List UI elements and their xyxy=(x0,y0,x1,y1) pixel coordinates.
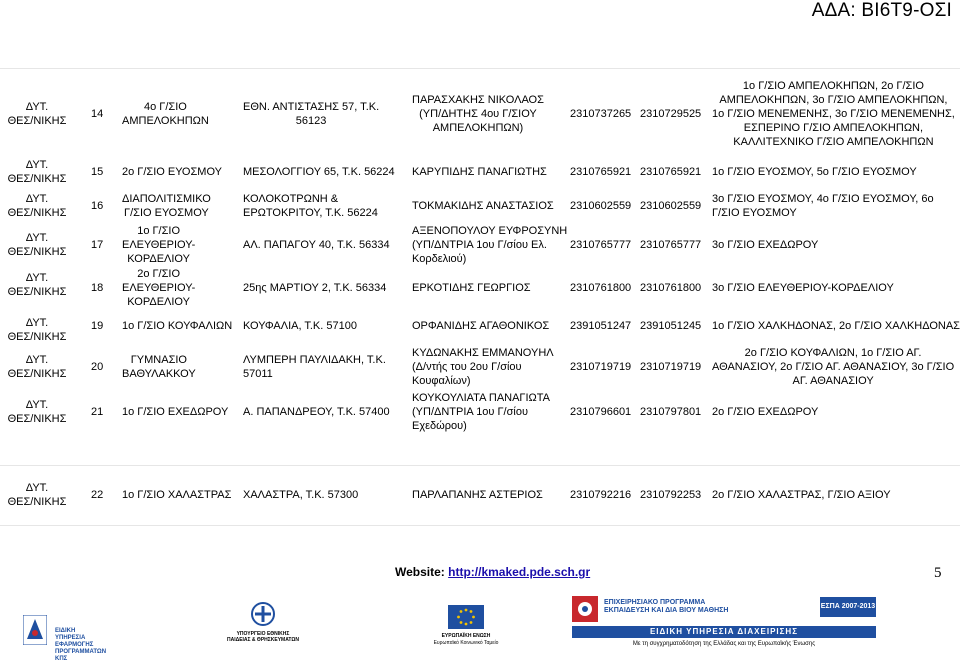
school-address xyxy=(243,100,379,128)
region-cell xyxy=(6,192,68,220)
served-schools-line: ΕΣΠΕΡΙΝΟ Γ/ΣΙΟ ΑΜΠΕΛΟΚΗΠΩΝ, xyxy=(743,122,924,134)
phone-number: 2310796601 xyxy=(570,406,632,418)
school-address-line: ΚΟΥΦΑΛΙΑ, Τ.Κ. 57100 xyxy=(243,320,357,332)
school-address xyxy=(243,405,390,419)
school-number: 14 xyxy=(91,108,104,120)
eu-name: ΕΥΡΩΠΑΪΚΗ ΕΝΩΣΗ xyxy=(441,633,491,639)
region-cell-line: ΘΕΣ/ΝΙΚΗΣ xyxy=(7,413,67,425)
fax-number: 2310765777 xyxy=(640,239,702,251)
school-address xyxy=(243,319,357,333)
director-name-line: (ΥΠ/ΔΝΤΡΙΑ 1ου Γ/σίου Ελ. xyxy=(412,239,547,251)
served-schools-line: ΑΘΑΝΑΣΙΟΥ, 2ο Γ/ΣΙΟ ΑΓ. ΑΘΑΝΑΣΙΟΥ, 3ο Γ/ΣΙΟ xyxy=(712,361,955,373)
served-schools-line: 2ο Γ/ΣΙΟ ΕΧΕΔΩΡΟΥ xyxy=(712,406,819,418)
school-name xyxy=(122,224,195,266)
served-schools xyxy=(712,192,934,220)
region-cell-line: ΔΥΤ. xyxy=(25,354,49,366)
footer-logos xyxy=(0,593,960,662)
region-cell xyxy=(6,353,68,381)
director-name-line: ΠΑΡΛΑΠΑΝΗΣ ΑΣΤΕΡΙΟΣ xyxy=(412,489,543,501)
phone-number: 2391051247 xyxy=(570,320,632,332)
school-name xyxy=(122,488,231,502)
table-border xyxy=(0,525,960,526)
director-name-line: ΤΟΚΜΑΚΙΔΗΣ ΑΝΑΣΤΑΣΙΟΣ xyxy=(412,200,554,212)
region-cell-line: ΔΥΤ. xyxy=(25,317,49,329)
school-number: 17 xyxy=(91,239,104,251)
served-schools xyxy=(712,488,891,502)
school-name-line: 2ο Γ/ΣΙΟ ΕΥΟΣΜΟΥ xyxy=(122,166,222,178)
director-name-line: ΚΟΥΚΟΥΛΙΑΤΑ ΠΑΝΑΓΙΩΤΑ xyxy=(412,392,551,404)
program-bottom-bar: ΕΙΔΙΚΗ ΥΠΗΡΕΣΙΑ ΔΙΑΧΕΙΡΙΣΗΣ xyxy=(572,626,876,638)
served-schools-line: 1ο Γ/ΣΙΟ ΧΑΛΚΗΔΟΝΑΣ, 2ο Γ/ΣΙΟ ΧΑΛΚΗΔΟΝΑΣ xyxy=(712,320,960,332)
school-name-line: ΔΙΑΠΟΛΙΤΙΣΜΙΚΟ xyxy=(122,193,211,205)
region-cell-line: ΘΕΣ/ΝΙΚΗΣ xyxy=(7,368,67,380)
phone-number: 2310761800 xyxy=(570,282,632,294)
region-cell-line: ΘΕΣ/ΝΙΚΗΣ xyxy=(7,246,67,258)
served-schools-line: ΑΜΠΕΛΟΚΗΠΩΝ, 3ο Γ/ΣΙΟ ΑΜΠΕΛΟΚΗΠΩΝ, xyxy=(719,94,948,106)
director-name-line: ΟΡΦΑΝΙΔΗΣ ΑΓΑΘΟΝΙΚΟΣ xyxy=(412,320,550,332)
fax-number: 2391051245 xyxy=(640,320,702,332)
school-name-line: 1ο Γ/ΣΙΟ xyxy=(137,225,181,237)
region-cell-line: ΘΕΣ/ΝΙΚΗΣ xyxy=(7,331,67,343)
school-name-line: 1ο Γ/ΣΙΟ ΧΑΛΑΣΤΡΑΣ xyxy=(122,489,232,501)
school-name-line: ΕΛΕΥΘΕΡΙΟΥ- xyxy=(122,239,196,251)
region-cell xyxy=(6,398,68,426)
phone-number: 2310602559 xyxy=(570,200,632,212)
region-cell-line: ΔΥΤ. xyxy=(25,272,49,284)
served-schools-line: 1ο Γ/ΣΙΟ ΕΥΟΣΜΟΥ, 5ο Γ/ΣΙΟ ΕΥΟΣΜΟΥ xyxy=(712,166,917,178)
school-address xyxy=(243,281,386,295)
served-schools-line: 3ο Γ/ΣΙΟ ΕΥΟΣΜΟΥ, 4ο Γ/ΣΙΟ ΕΥΟΣΜΟΥ, 6ο xyxy=(712,193,934,205)
school-number: 21 xyxy=(91,406,104,418)
director-name-line: ΠΑΡΑΣΧΑΚΗΣ ΝΙΚΟΛΑΟΣ xyxy=(412,94,544,106)
special-service-text: ΕΙΔΙΚΗ ΥΠΗΡΕΣΙΑ ΕΦΑΡΜΟΓΗΣ ΠΡΟΓΡΑΜΜΑΤΩΝ ΚΠΣ xyxy=(55,628,107,662)
served-schools xyxy=(712,405,818,419)
director-name-line: (ΥΠ/ΔΝΤΡΙΑ 1ου Γ/σίου xyxy=(412,406,528,418)
served-schools xyxy=(712,319,960,333)
school-address xyxy=(243,238,390,252)
school-address-line: ΕΘΝ. ΑΝΤΙΣΤΑΣΗΣ 57, Τ.Κ. xyxy=(243,101,380,113)
director-name-line: Κουφαλίων) xyxy=(412,375,471,387)
region-cell-line: ΘΕΣ/ΝΙΚΗΣ xyxy=(7,173,67,185)
footer-website xyxy=(395,565,590,579)
served-schools xyxy=(712,346,954,388)
region-cell-line: ΔΥΤ. xyxy=(25,482,49,494)
website-link[interactable]: http://kmaked.pde.sch.gr xyxy=(448,565,591,579)
school-address xyxy=(243,165,395,179)
school-name-line: ΓΥΜΝΑΣΙΟ xyxy=(130,354,187,366)
served-schools xyxy=(712,165,917,179)
phone-number: 2310765777 xyxy=(570,239,632,251)
school-address-line: 25ης ΜΑΡΤΙΟΥ 2, Τ.Κ. 56334 xyxy=(243,282,387,294)
program-text: ΕΠΙΧΕΙΡΗΣΙΑΚΟ ΠΡΟΓΡΑΜΜΑ ΕΚΠΑΙΔΕΥΣΗ ΚΑΙ ΔΙΑ ΒΙΟΥ ΜΑΘΗΣΗ xyxy=(604,599,729,614)
school-name-line: 1ο Γ/ΣΙΟ ΕΧΕΔΩΡΟΥ xyxy=(122,406,229,418)
region-cell-line: ΔΥΤ. xyxy=(25,232,49,244)
school-address-line: ΑΛ. ΠΑΠΑΓΟΥ 40, Τ.Κ. 56334 xyxy=(243,239,390,251)
espa-logo xyxy=(23,615,47,645)
region-cell-line: ΔΥΤ. xyxy=(25,101,49,113)
ada-code: ΑΔΑ: ΒΙ6Τ9-ΟΣΙ xyxy=(811,0,952,21)
director-name-line: ΑΞΕΝΟΠΟΥΛΟΥ ΕΥΦΡΟΣΥΝΗ xyxy=(412,225,568,237)
eu-flag xyxy=(448,605,484,629)
school-address xyxy=(243,488,358,502)
school-address-line: ΧΑΛΑΣΤΡΑ, Τ.Κ. 57300 xyxy=(243,489,359,501)
served-schools-line: 3ο Γ/ΣΙΟ ΕΛΕΥΘΕΡΙΟΥ-ΚΟΡΔΕΛΙΟΥ xyxy=(712,282,894,294)
school-name-line: 1ο Γ/ΣΙΟ ΚΟΥΦΑΛΙΩΝ xyxy=(122,320,233,332)
school-name-line: ΚΟΡΔΕΛΙΟΥ xyxy=(127,296,190,308)
region-cell-line: ΔΥΤ. xyxy=(25,193,49,205)
region-cell xyxy=(6,481,68,509)
school-name-line: ΚΟΡΔΕΛΙΟΥ xyxy=(127,253,190,265)
school-name-line: 2ο Γ/ΣΙΟ xyxy=(137,268,181,280)
region-cell-line: ΘΕΣ/ΝΙΚΗΣ xyxy=(7,286,67,298)
school-name xyxy=(122,319,232,333)
school-address xyxy=(243,353,386,381)
region-cell-line: ΔΥΤ. xyxy=(25,399,49,411)
phone-number: 2310765921 xyxy=(570,166,632,178)
table-border xyxy=(0,68,960,69)
served-schools xyxy=(712,281,894,295)
director-name-line: (ΥΠ/ΔΗΤΗΣ 4ου Γ/ΣΙΟΥ xyxy=(419,108,537,120)
school-number: 16 xyxy=(91,200,104,212)
served-schools xyxy=(712,79,955,149)
school-name xyxy=(122,267,195,309)
school-name-line: 4ο Γ/ΣΙΟ xyxy=(144,101,187,113)
director-name xyxy=(412,199,554,213)
school-address-line: 57011 xyxy=(243,368,273,380)
school-number: 20 xyxy=(91,361,104,373)
table-border xyxy=(0,465,960,466)
fax-number: 2310797801 xyxy=(640,406,702,418)
region-cell xyxy=(6,158,68,186)
school-name xyxy=(122,405,228,419)
director-name-line: ΚΑΡΥΠΙΔΗΣ ΠΑΝΑΓΙΩΤΗΣ xyxy=(412,166,547,178)
served-schools-line: 1ο Γ/ΣΙΟ ΜΕΝΕΜΕΝΗΣ, 3ο Γ/ΣΙΟ ΜΕΝΕΜΕΝΗΣ, xyxy=(712,108,955,120)
school-number: 15 xyxy=(91,166,104,178)
school-name xyxy=(122,353,196,381)
greek-emblem xyxy=(250,601,276,627)
director-name xyxy=(412,93,544,135)
director-name-line: ΕΡΚΟΤΙΔΗΣ ΓΕΩΡΓΙΟΣ xyxy=(412,282,531,294)
school-name xyxy=(122,192,211,220)
website-label: Website: xyxy=(395,565,445,579)
program-years-badge: ΕΣΠΑ 2007-2013 xyxy=(820,597,876,617)
served-schools-line: 3ο Γ/ΣΙΟ ΕΧΕΔΩΡΟΥ xyxy=(712,239,819,251)
school-name-line: ΒΑΘΥΛΑΚΚΟΥ xyxy=(122,368,196,380)
served-schools-line: 1ο Γ/ΣΙΟ ΑΜΠΕΛΟΚΗΠΩΝ, 2ο Γ/ΣΙΟ xyxy=(742,80,924,92)
school-address-line: Α. ΠΑΠΑΝΔΡΕΟΥ, Τ.Κ. 57400 xyxy=(243,406,390,418)
school-name xyxy=(122,100,209,128)
director-name-line: (Δ/ντής του 2ου Γ/σίου xyxy=(412,361,522,373)
school-address xyxy=(243,192,378,220)
region-cell-line: ΔΥΤ. xyxy=(25,159,49,171)
school-address-line: ΕΡΩΤΟΚΡΙΤΟΥ, Τ.Κ. 56224 xyxy=(243,207,378,219)
school-number: 22 xyxy=(91,489,104,501)
director-name-line: Εχεδώρου) xyxy=(412,420,467,432)
region-cell xyxy=(6,231,68,259)
school-address-line: ΛΥΜΠΕΡΗ ΠΑΥΛΙΔΑΚΗ, Τ.Κ. xyxy=(243,354,386,366)
cofinance-text: Με τη συγχρηματοδότηση της Ελλάδας και της Ευρωπαϊκής Ένωσης xyxy=(632,641,816,647)
fax-number: 2310765921 xyxy=(640,166,702,178)
served-schools-line: 2ο Γ/ΣΙΟ ΚΟΥΦΑΛΙΩΝ, 1ο Γ/ΣΙΟ ΑΓ. xyxy=(744,347,922,359)
region-cell xyxy=(6,100,68,128)
director-name-line: Κορδελιού) xyxy=(412,253,467,265)
served-schools-line: ΑΓ. ΑΘΑΝΑΣΙΟΥ xyxy=(792,375,874,387)
program-logo xyxy=(572,596,598,622)
phone-number: 2310719719 xyxy=(570,361,632,373)
eu-fund: Ευρωπαϊκό Κοινωνικό Ταμείο xyxy=(433,640,499,646)
phone-number: 2310737265 xyxy=(570,108,632,120)
phone-number: 2310792216 xyxy=(570,489,632,501)
director-name xyxy=(412,488,543,502)
region-cell xyxy=(6,316,68,344)
fax-number: 2310602559 xyxy=(640,200,702,212)
director-name xyxy=(412,319,549,333)
school-address-line: ΚΟΛΟΚΟΤΡΩΝΗ & xyxy=(243,193,339,205)
school-name-line: ΕΛΕΥΘΕΡΙΟΥ- xyxy=(122,282,196,294)
school-name-line: ΑΜΠΕΛΟΚΗΠΩΝ xyxy=(122,115,209,127)
fax-number: 2310792253 xyxy=(640,489,702,501)
director-name xyxy=(412,281,531,295)
director-name-line: ΑΜΠΕΛΟΚΗΠΩΝ) xyxy=(432,122,524,134)
director-name xyxy=(412,346,554,388)
director-name-line: ΚΥΔΩΝΑΚΗΣ ΕΜΜΑΝΟΥΗΛ xyxy=(412,347,554,359)
region-cell-line: ΘΕΣ/ΝΙΚΗΣ xyxy=(7,207,67,219)
ministry-text: ΥΠΟΥΡΓΕΙΟ ΕΘΝΙΚΗΣ ΠΑΙΔΕΙΑΣ & ΘΡΗΣΚΕΥΜΑΤΩΝ xyxy=(227,631,299,643)
served-schools-line: Γ/ΣΙΟ ΕΥΟΣΜΟΥ xyxy=(712,207,797,219)
director-name xyxy=(412,391,550,433)
school-address-line: ΜΕΣΟΛΟΓΓΙΟΥ 65, Τ.Κ. 56224 xyxy=(243,166,395,178)
region-cell-line: ΘΕΣ/ΝΙΚΗΣ xyxy=(7,496,67,508)
fax-number: 2310719719 xyxy=(640,361,702,373)
director-name xyxy=(412,224,567,266)
school-name-line: Γ/ΣΙΟ ΕΥΟΣΜΟΥ xyxy=(124,207,209,219)
school-number: 18 xyxy=(91,282,104,294)
region-cell-line: ΘΕΣ/ΝΙΚΗΣ xyxy=(7,115,67,127)
served-schools xyxy=(712,238,818,252)
served-schools-line: 2ο Γ/ΣΙΟ ΧΑΛΑΣΤΡΑΣ, Γ/ΣΙΟ ΑΞΙΟΥ xyxy=(712,489,891,501)
fax-number: 2310761800 xyxy=(640,282,702,294)
school-number: 19 xyxy=(91,320,104,332)
region-cell xyxy=(6,271,68,299)
school-address-line: 56123 xyxy=(295,115,327,127)
fax-number: 2310729525 xyxy=(640,108,702,120)
director-name xyxy=(412,165,547,179)
served-schools-line: ΚΑΛΛΙΤΕΧΝΙΚΟ Γ/ΣΙΟ ΑΜΠΕΛΟΚΗΠΩΝ xyxy=(733,136,934,148)
school-name xyxy=(122,165,222,179)
page-number: 5 xyxy=(934,565,942,581)
